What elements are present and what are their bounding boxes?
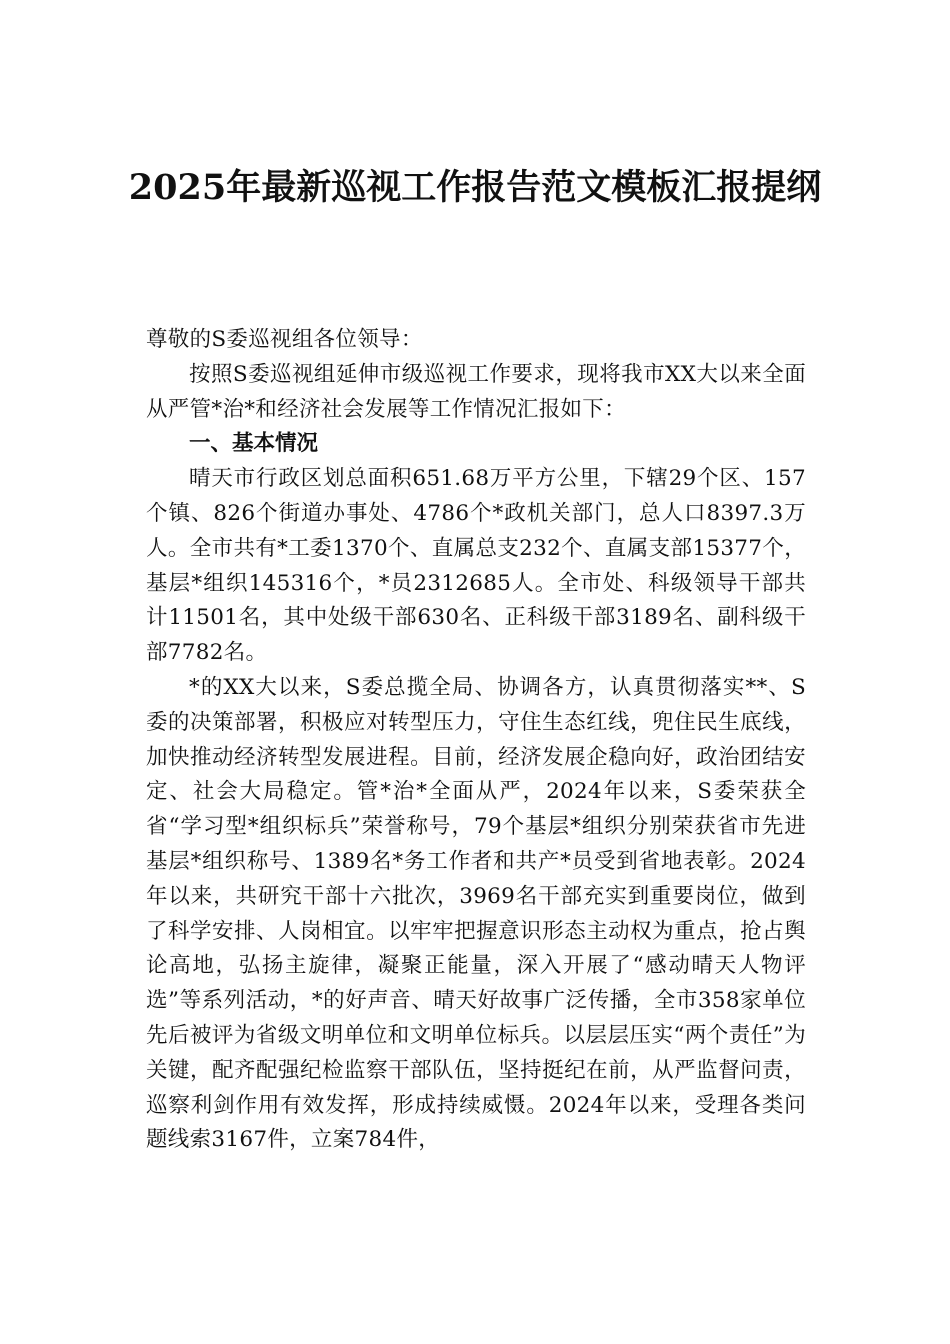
document-title: 2025年最新巡视工作报告范文模板汇报提纲	[128, 167, 822, 208]
paragraph-achievements: *的XX大以来，S委总揽全局、协调各方，认真贯彻落实**、S委的决策部署，积极应对转型压力，守住生态红线，兜住民生底线，加快推动经济转型发展进程。目前，经济发展企稳向好，政治团结安定、社会大局稳定。管*治*全面从严，2024年以来，S委荣获全省“学习型*组织标兵”荣誉称号，79个基层*组织分别荣获省市先进基层*组织称号、1389名*务工作者和共产*员受到省地表彰。2024年以来，共研究干部十六批次，3969名干部充实到重要岗位，做到了科学安排、人岗相宜。以牢牢把握意识形态主动权为重点，抢占舆论高地，弘扬主旋律，凝聚正能量，深入开展了“感动晴天人物评选”等系列活动，*的好声音、晴天好故事广泛传播，全市358家单位先后被评为省级文明单位和文明单位标兵。以层层压实“两个责任”为关键，配齐配强纪检监察干部队伍，坚持挺纪在前，从严监督问责，巡察利剑作用有效发挥，形成持续威慑。2024年以来，受理各类问题线索3167件，立案784件，	[146, 674, 806, 1153]
section-heading: 一、基本情况	[189, 431, 319, 457]
document-body	[146, 323, 806, 1158]
intro-paragraph: 按照S委巡视组延伸市级巡视工作要求，现将我市XX大以来全面从严管*治*和经济社会发展等工作情况汇报如下：	[146, 361, 806, 422]
paragraph-basic-facts: 晴天市行政区划总面积651.68万平方公里，下辖29个区、157个镇、826个街道办事处、4786个*政机关部门，总人口8397.3万人。全市共有*工委1370个、直属总支232个、直属支部15377个，基层*组织145316个，*员2312685人。全市处、科级领导干部共计11501名，其中处级干部630名、正科级干部3189名、副科级干部7782名。	[146, 466, 806, 666]
salutation: 尊敬的S委巡视组各位领导：	[146, 327, 423, 352]
